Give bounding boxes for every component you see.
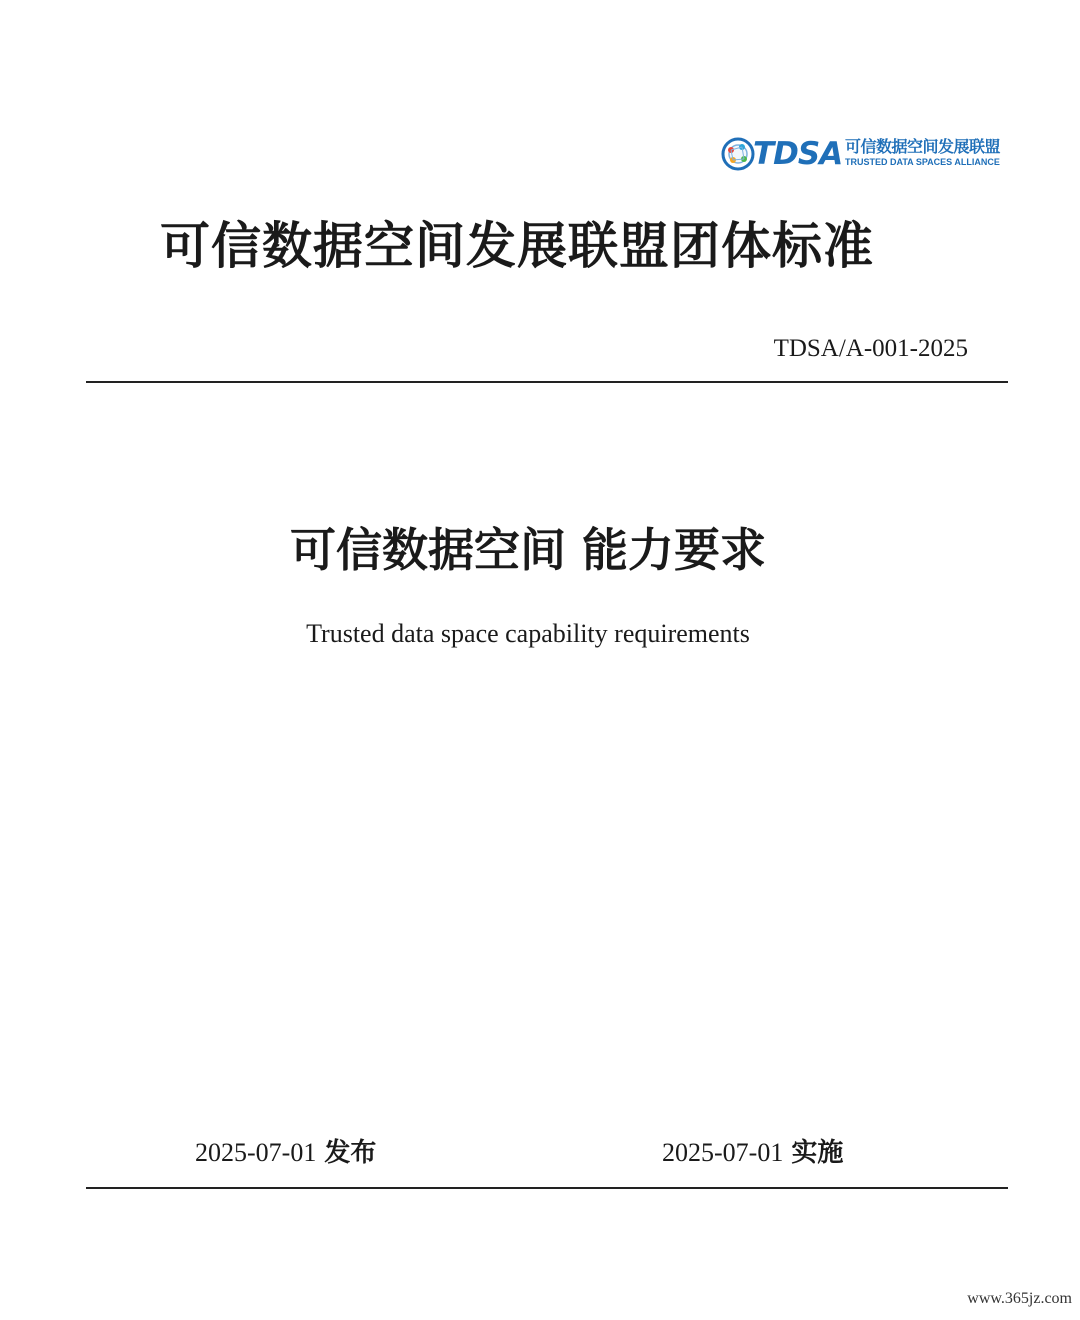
implement-date-block: [662, 1135, 843, 1171]
implement-date: 2025-07-01: [662, 1138, 784, 1167]
logo-name-en: TRUSTED DATA SPACES ALLIANCE: [845, 157, 1000, 167]
release-date-block: [195, 1135, 376, 1171]
tdsa-logo: [720, 134, 1020, 174]
release-date: 2025-07-01: [195, 1138, 317, 1167]
logo-name-cn: 可信数据空间发展联盟: [845, 137, 1001, 156]
standard-number: TDSA/A-001-2025: [773, 335, 968, 362]
document-title-en: Trusted data space capability requirements: [306, 619, 750, 648]
site-watermark: www.365jz.com: [967, 1290, 1072, 1307]
release-label: 发布: [324, 1138, 377, 1168]
globe-network-icon: [720, 136, 756, 172]
top-divider: [86, 381, 1008, 383]
document-title-cn: 可信数据空间 能力要求: [289, 523, 766, 577]
org-standard-title: 可信数据空间发展联盟团体标准: [160, 217, 874, 275]
bottom-divider: [86, 1187, 1008, 1189]
implement-label: 实施: [791, 1138, 844, 1168]
logo-letters: TDSA: [753, 136, 843, 172]
